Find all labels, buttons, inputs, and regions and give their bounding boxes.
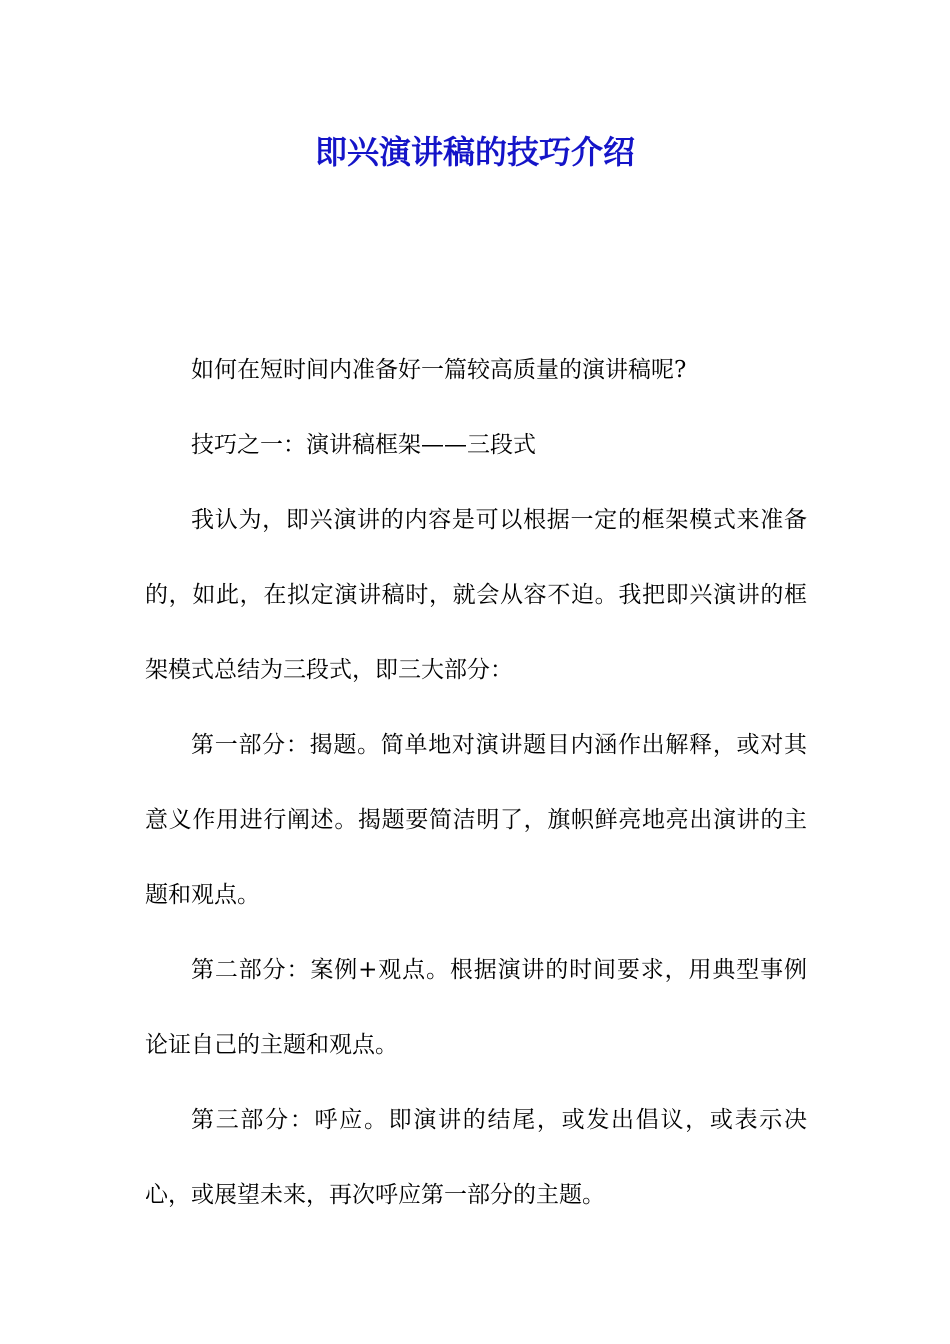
- paragraph-framework-intro: 我认为，即兴演讲的内容是可以根据一定的框架模式来准备的，如此，在拟定演讲稿时，就会从容不迫。我把即兴演讲的框架模式总结为三段式，即三大部分：: [145, 507, 807, 683]
- document-title: 即兴演讲稿的技巧介绍: [314, 133, 635, 171]
- paragraph-question: 如何在短时间内准备好一篇较高质量的演讲稿呢?: [191, 357, 687, 383]
- paragraph-part-two: 第二部分：案例+观点。根据演讲的时间要求，用典型事例论证自己的主题和观点。: [145, 957, 807, 1058]
- document-body: [145, 333, 807, 1233]
- paragraph-part-one: 第一部分：揭题。简单地对演讲题目内涵作出解释，或对其意义作用进行阐述。揭题要简洁明了，旗帜鲜亮地亮出演讲的主题和观点。: [145, 732, 807, 908]
- paragraph-tip-heading: 技巧之一：演讲稿框架——三段式: [191, 432, 536, 458]
- paragraph-part-three: 第三部分：呼应。即演讲的结尾，或发出倡议，或表示决心，或展望未来，再次呼应第一部分的主题。: [145, 1107, 807, 1208]
